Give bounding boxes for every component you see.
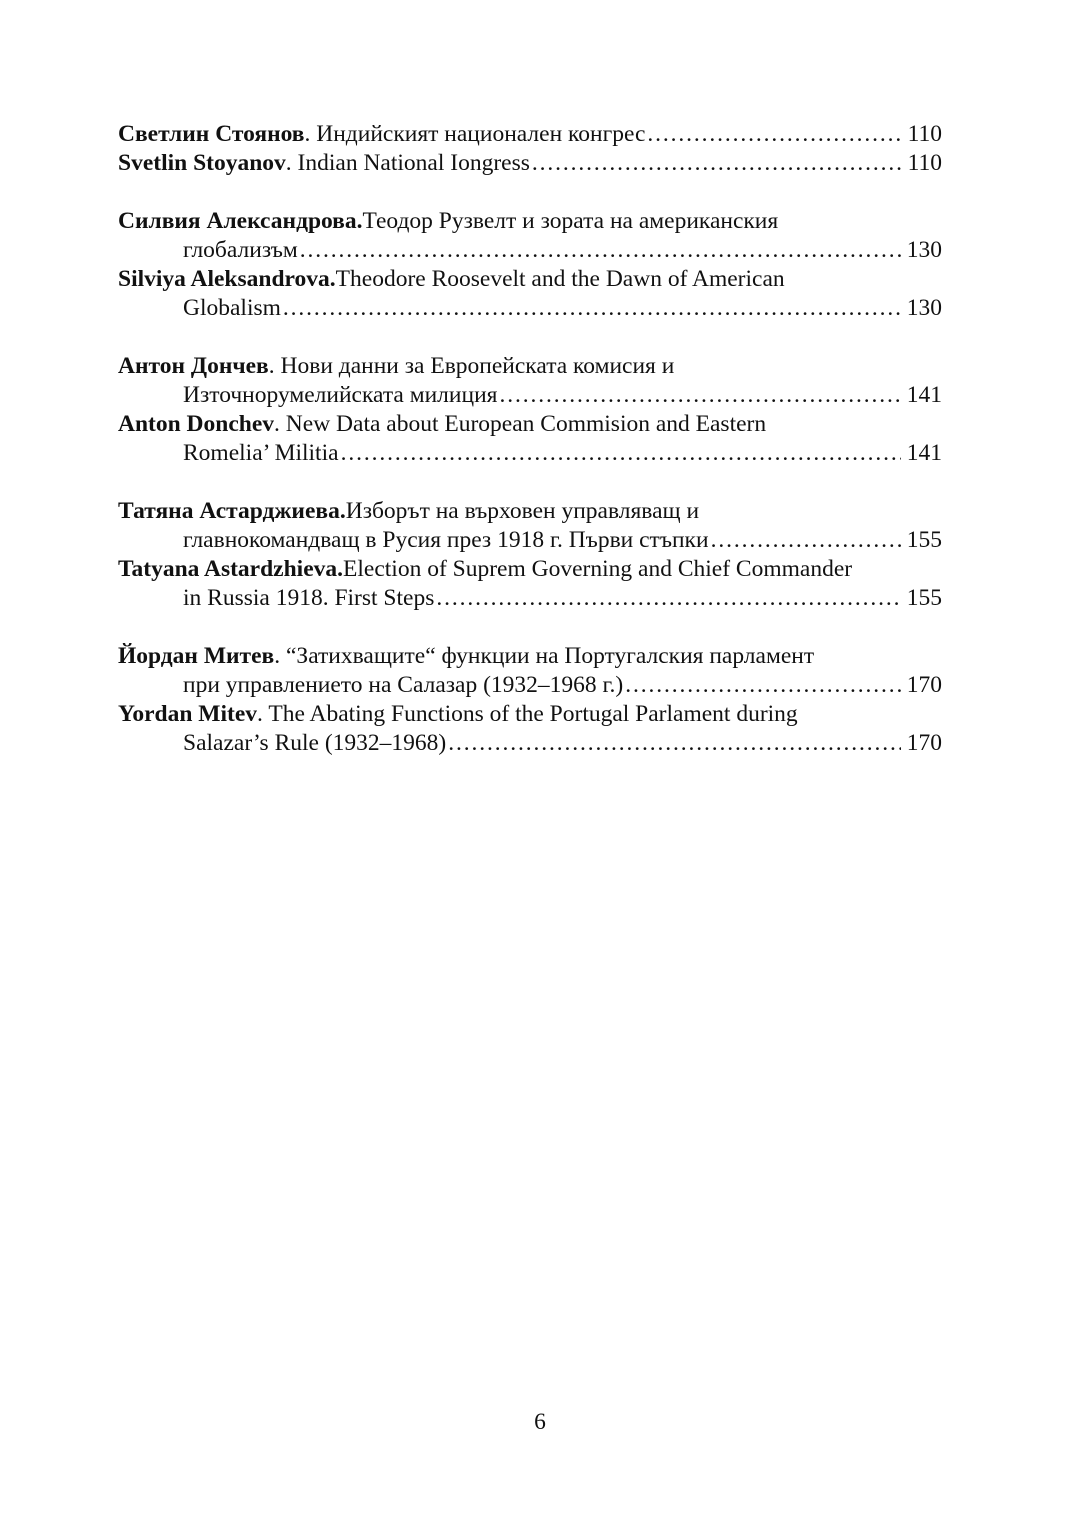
page-ref[interactable]: 141 (906, 440, 942, 466)
toc-line-en (118, 410, 942, 439)
article-title: . Нови данни за Европейската комисия и (268, 353, 675, 379)
article-title: Election of Suprem Governing and Chief Commander (343, 556, 853, 582)
toc-line-bg-cont (118, 381, 942, 410)
page-ref[interactable]: 170 (906, 730, 942, 756)
page-ref[interactable]: 170 (906, 672, 942, 698)
toc-line-bg-cont (118, 526, 942, 555)
toc-line-en (118, 265, 942, 294)
author-name: Svetlin Stoyanov (118, 150, 286, 176)
author-name: Tatyana Astardzhieva. (118, 556, 344, 582)
author-name: Silviya Aleksandrova. (118, 266, 336, 292)
author-name: Anton Donchev (118, 411, 275, 437)
article-title: Изборът на върховен управляващ и (345, 498, 700, 524)
author-name: Антон Дончев (118, 353, 269, 379)
toc-line-bg (118, 497, 942, 526)
author-name: Силвия Александрова. (118, 208, 363, 234)
article-title: . New Data about European Commision and Eastern (274, 411, 767, 437)
article-title-cont: главнокомандващ в Русия през 1918 г. Първи стъпки (183, 527, 709, 553)
page-ref[interactable]: 155 (906, 585, 942, 611)
author-name: Yordan Mitev (118, 701, 258, 727)
toc-entry-aleksandrova (118, 207, 942, 323)
toc-entry-astardzhieva (118, 497, 942, 613)
dot-leader (283, 294, 901, 323)
toc-entry-donchev (118, 352, 942, 468)
toc-line-bg-cont (118, 236, 942, 265)
dot-leader (499, 381, 900, 410)
toc-line-en-cont (118, 294, 942, 323)
dot-leader (341, 439, 901, 468)
article-title-cont: Romelia’ Militia (183, 440, 339, 466)
author-name: Светлин Стоянов (118, 121, 305, 147)
article-title-cont: глобализъм (183, 237, 298, 263)
page-ref[interactable]: 130 (906, 237, 942, 263)
dot-leader (436, 584, 900, 613)
article-title-cont: Salazar’s Rule (1932–1968) (183, 730, 447, 756)
article-title-cont: при управлението на Салазар (1932–1968 г.) (183, 672, 624, 698)
toc-entry-stoyanov (118, 120, 942, 178)
article-title-cont: Globalism (183, 295, 281, 321)
dot-leader (625, 671, 901, 700)
dot-leader (532, 149, 902, 178)
author-name: Татяна Астарджиева. (118, 498, 346, 524)
page-ref[interactable]: 110 (907, 121, 942, 147)
article-title-cont: in Russia 1918. First Steps (183, 585, 435, 611)
dot-leader (711, 526, 901, 555)
article-title: . Индийският национален конгрес (304, 121, 646, 147)
toc-line-en-cont (118, 439, 942, 468)
toc-line-bg (118, 642, 942, 671)
article-title: . Indian National Iongress (285, 150, 530, 176)
article-title-cont: Източнорумелийската милиция (183, 382, 498, 408)
page-ref[interactable]: 141 (906, 382, 942, 408)
toc-line-bg-cont (118, 671, 942, 700)
table-of-contents (118, 120, 942, 787)
page-ref[interactable]: 155 (906, 527, 942, 553)
dot-leader (448, 729, 901, 758)
toc-line-en (118, 149, 942, 178)
article-title: . The Abating Functions of the Portugal Parlament during (257, 701, 798, 727)
author-name: Йордан Митев (118, 643, 275, 669)
toc-line-bg (118, 352, 942, 381)
toc-line-en-cont (118, 729, 942, 758)
page-number: 6 (534, 1409, 546, 1435)
toc-line-bg (118, 207, 942, 236)
toc-line-en (118, 555, 942, 584)
page-ref[interactable]: 130 (906, 295, 942, 321)
toc-entry-mitev (118, 642, 942, 758)
toc-line-en (118, 700, 942, 729)
article-title: . “Затихващите“ функции на Португалския парламент (274, 643, 815, 669)
page-ref[interactable]: 110 (907, 150, 942, 176)
article-title: Теодор Рузвелт и зората на американския (362, 208, 779, 234)
toc-line-bg (118, 120, 942, 149)
article-title: Theodore Roosevelt and the Dawn of American (335, 266, 785, 292)
toc-line-en-cont (118, 584, 942, 613)
dot-leader (647, 120, 901, 149)
dot-leader (300, 236, 901, 265)
